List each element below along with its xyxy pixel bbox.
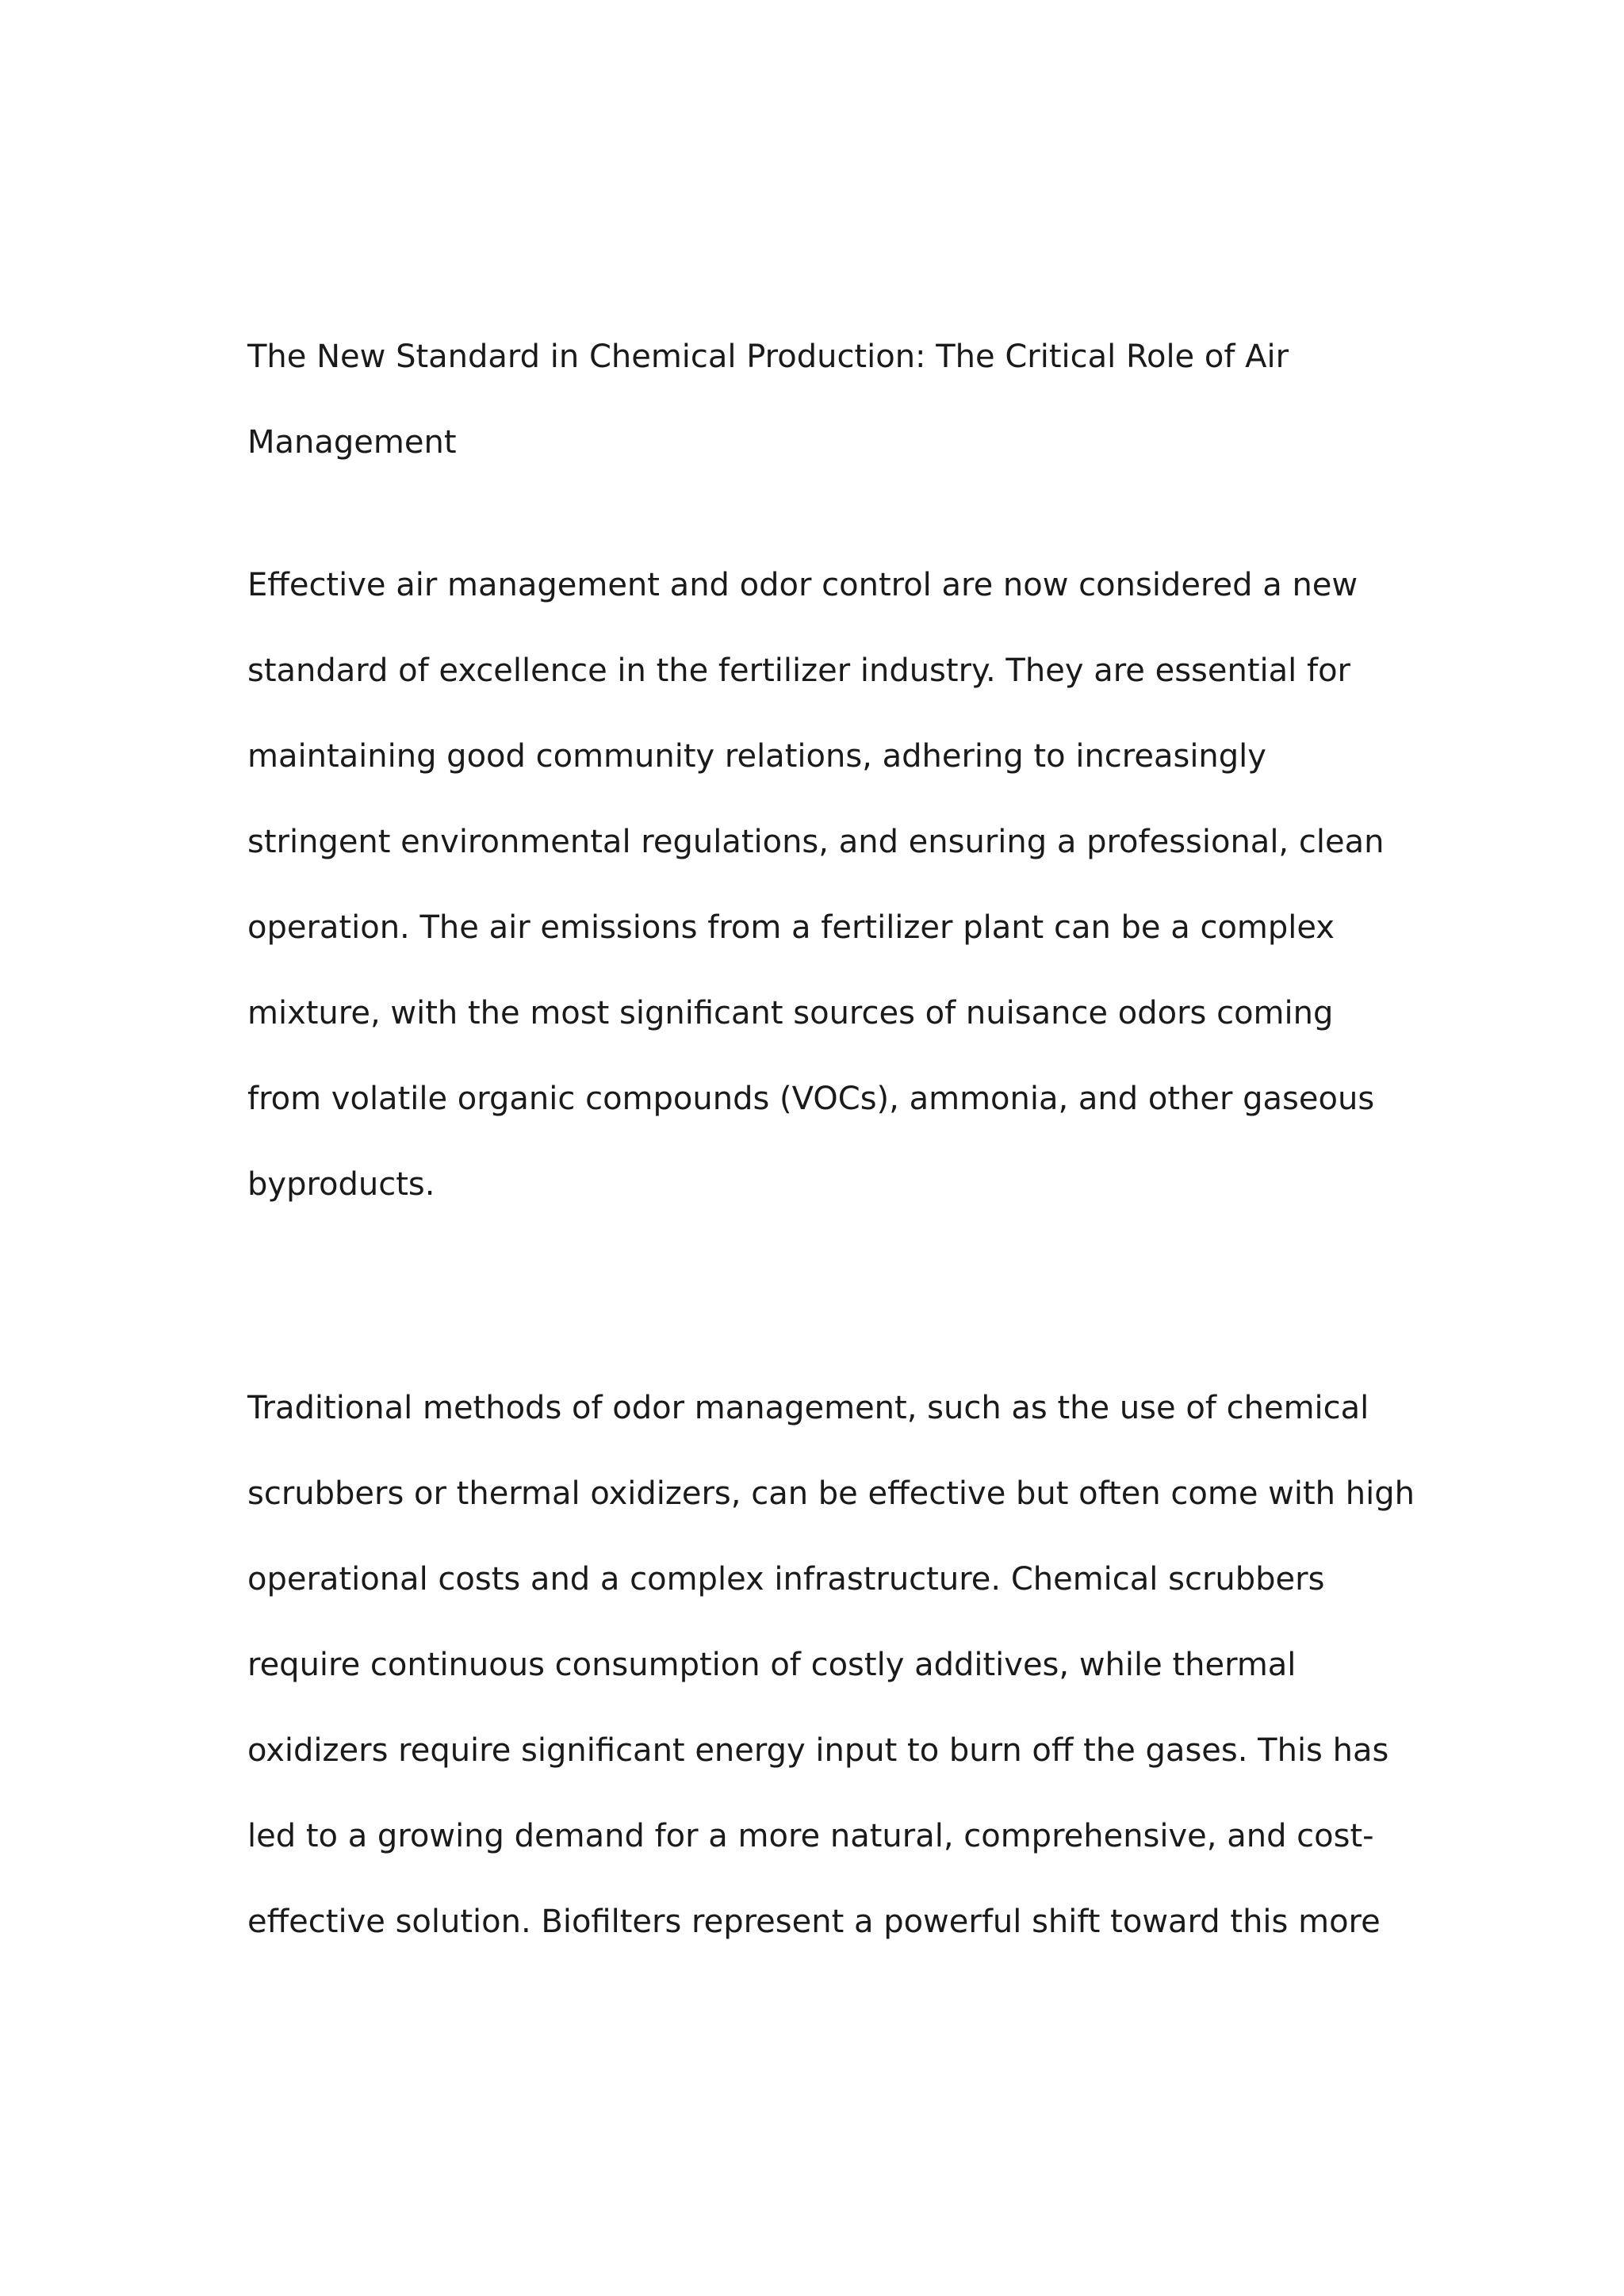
paragraph-line: maintaining good community relations, adhering to increasingly [247,738,1266,775]
paragraph-line: operation. The air emissions from a fertilizer plant can be a complex [247,909,1335,946]
paragraph-line: led to a growing demand for a more natural, comprehensive, and cost- [247,1818,1374,1854]
paragraph-line: mixture, with the most significant sources of nuisance odors coming [247,995,1334,1031]
paragraph-line: require continuous consumption of costly additives, while thermal [247,1647,1297,1683]
paragraph-line: oxidizers require significant energy input to burn off the gases. This has [247,1732,1389,1769]
paragraph-line: from volatile organic compounds (VOCs), ammonia, and other gaseous [247,1081,1375,1117]
paragraph-line: scrubbers or thermal oxidizers, can be effective but often come with high [247,1475,1415,1512]
paragraph-line: byproducts. [247,1166,435,1203]
paragraph-line: stringent environmental regulations, and ensuring a professional, clean [247,824,1385,860]
paragraph-line: operational costs and a complex infrastructure. Chemical scrubbers [247,1561,1325,1598]
title-line: Management [247,424,457,461]
paragraph-line: Effective air management and odor control are now considered a new [247,567,1358,603]
paragraph-line: standard of excellence in the fertilizer industry. They are essential for [247,652,1350,689]
paragraph-line: effective solution. Biofilters represent a powerful shift toward this more [247,1904,1381,1940]
paragraph-line: Traditional methods of odor management, such as the use of chemical [247,1390,1369,1426]
title-line: The New Standard in Chemical Production: The Critical Role of Air [247,339,1289,375]
